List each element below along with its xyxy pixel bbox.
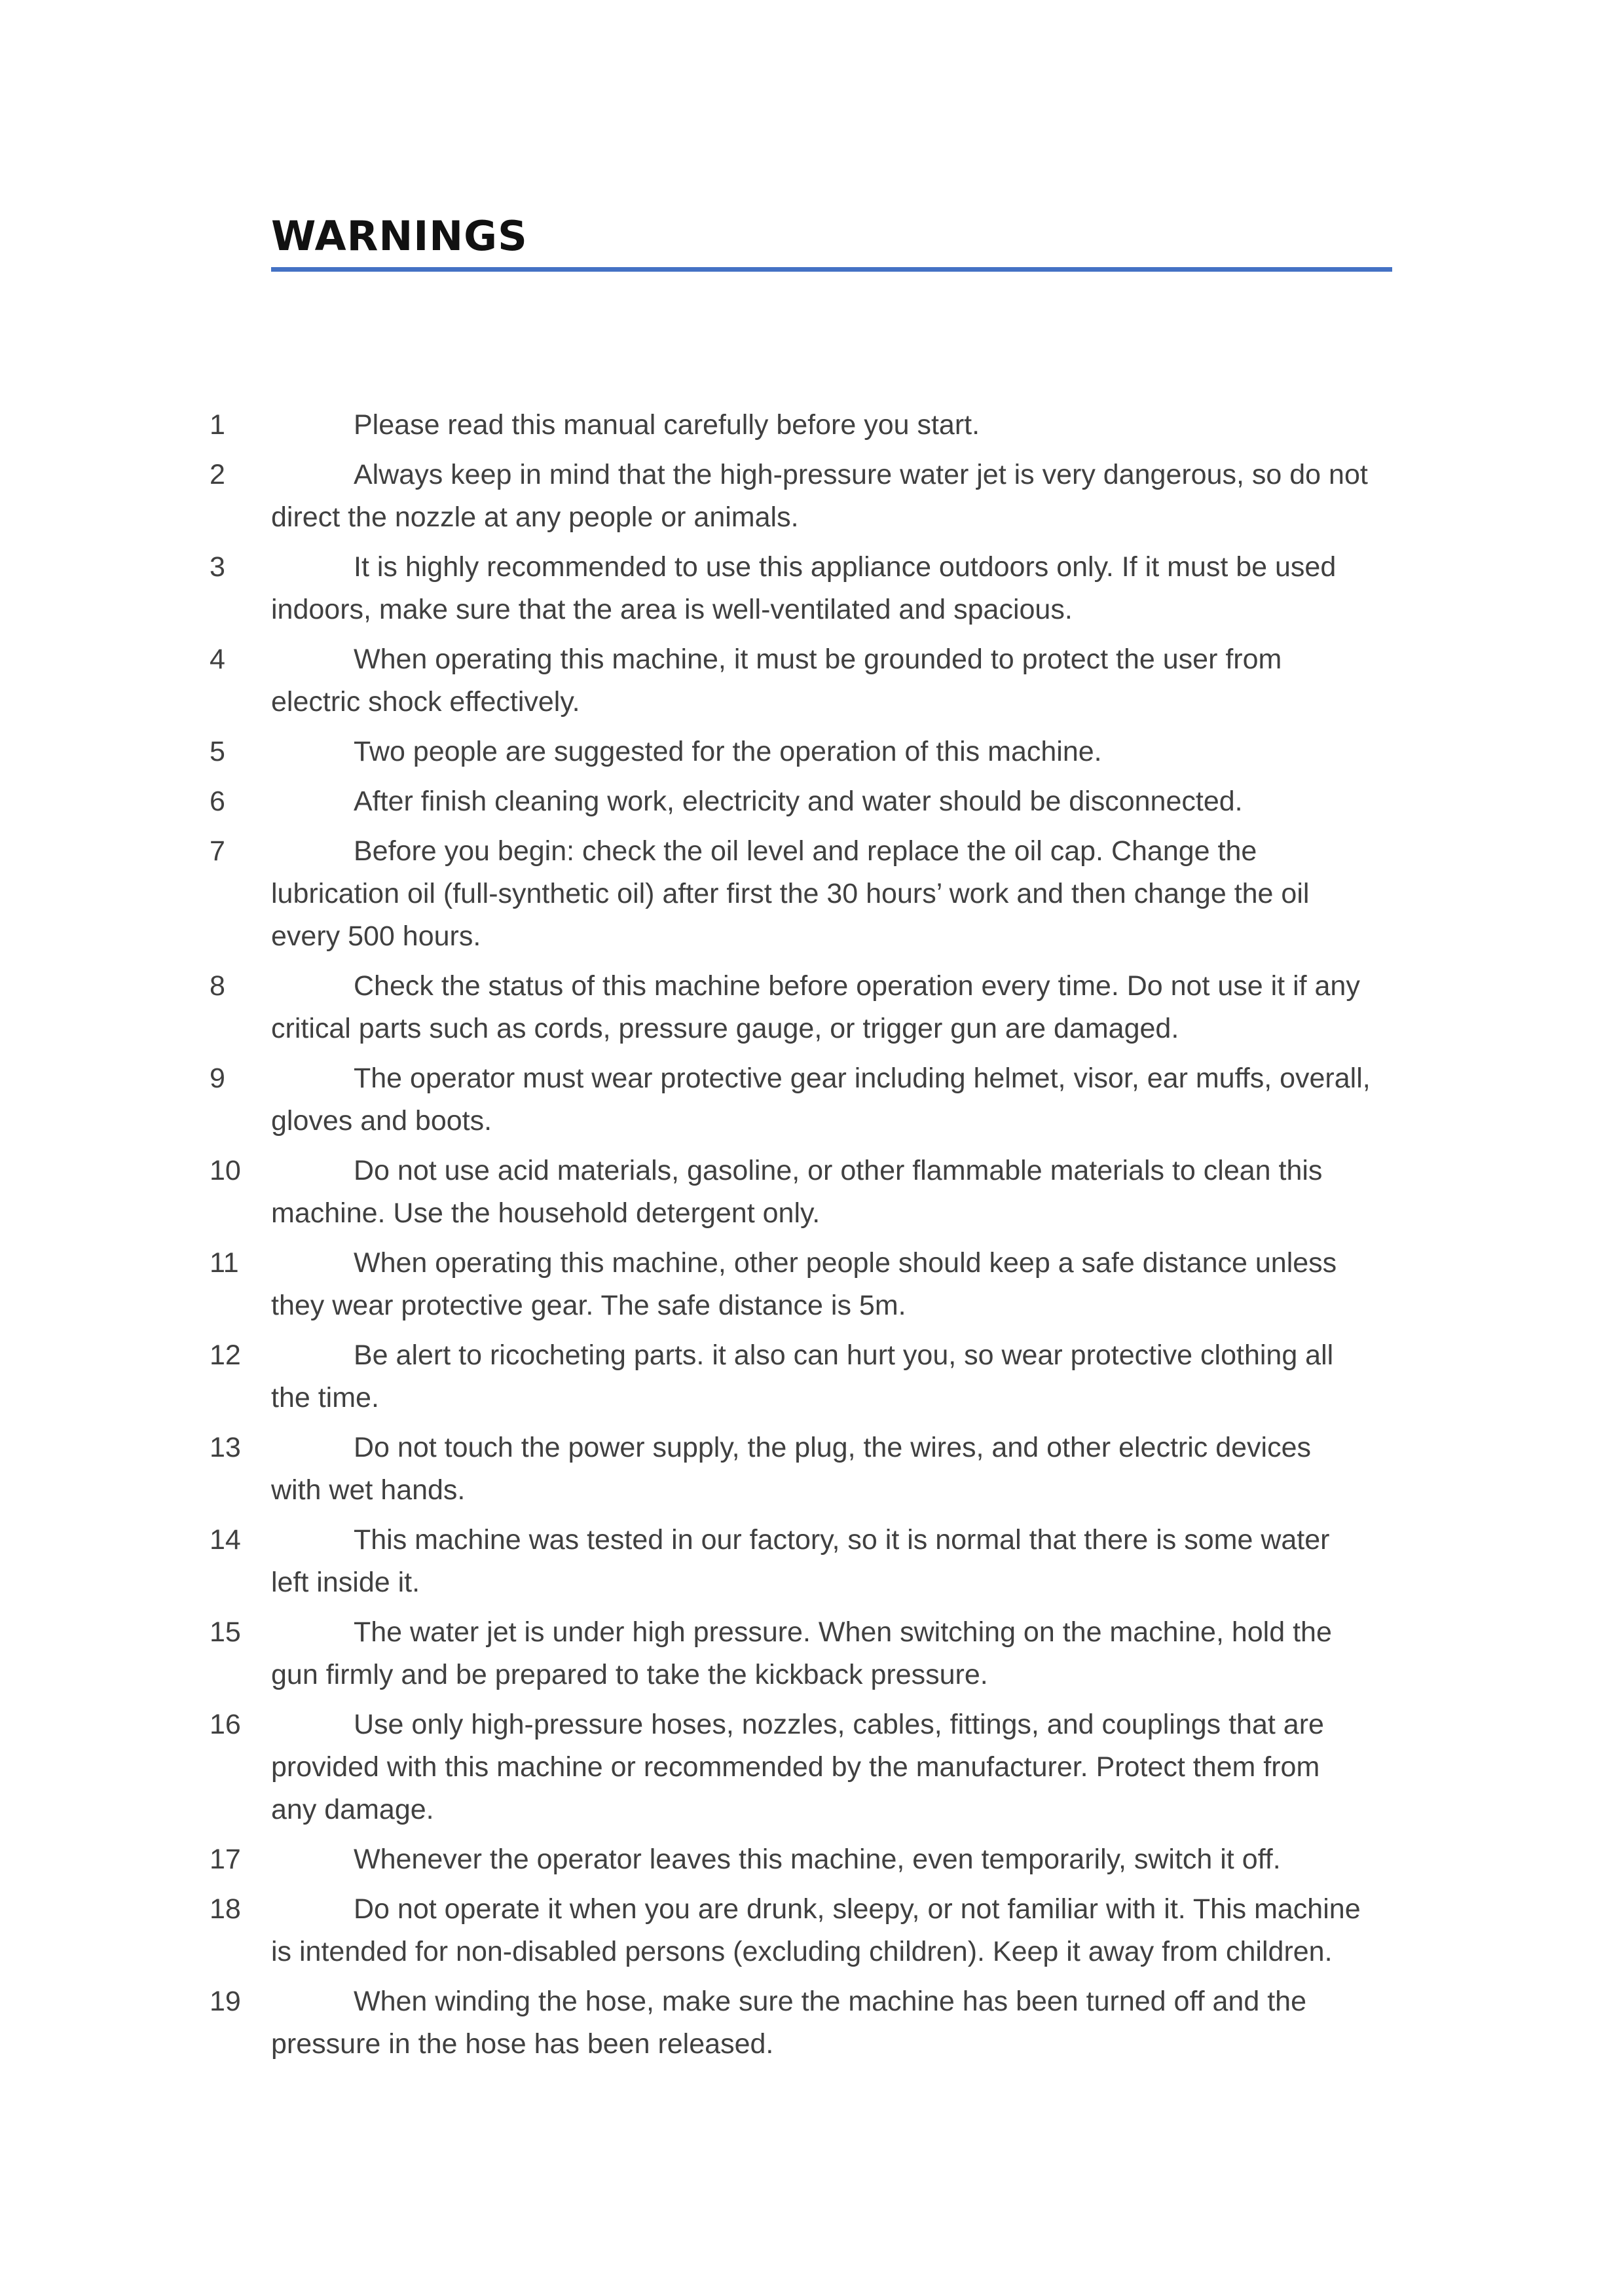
warnings-list [210, 404, 1454, 2073]
list-item-number: 9 [210, 1063, 225, 1094]
list-item [210, 546, 1454, 631]
list-item-number: 2 [210, 459, 225, 490]
list-item-number: 7 [210, 835, 225, 867]
heading-underline [271, 267, 1392, 272]
list-item-text: Use only high-pressure hoses, nozzles, cables, fittings, and couplings that are provided with this machine or recommended by the manufacturer. Protect them from any damage. [271, 1709, 1324, 1825]
page-title: WARNINGS [271, 212, 528, 260]
list-item-text: Be alert to ricocheting parts. it also can hurt you, so wear protective clothing all the time. [271, 1339, 1334, 1413]
list-item [210, 1980, 1454, 2066]
list-item-text: Whenever the operator leaves this machine, even temporarily, switch it off. [354, 1844, 1281, 1875]
list-item-text: When operating this machine, other people should keep a safe distance unless they wear protective gear. The safe distance is 5m. [271, 1247, 1337, 1321]
list-item-text: Check the status of this machine before operation every time. Do not use it if any critical parts such as cords, pressure gauge, or trigger gun are damaged. [271, 970, 1360, 1044]
list-item [210, 404, 1454, 446]
list-item-text: Do not touch the power supply, the plug, the wires, and other electric devices with wet hands. [271, 1432, 1312, 1506]
list-item-number: 17 [210, 1844, 241, 1875]
list-item [210, 1611, 1454, 1696]
list-item-number: 6 [210, 786, 225, 817]
list-item-number: 5 [210, 736, 225, 767]
heading-block [271, 212, 1392, 272]
list-item-number: 18 [210, 1893, 241, 1925]
list-item-number: 15 [210, 1616, 241, 1648]
list-item-text: Please read this manual carefully before you start. [354, 409, 980, 441]
list-item-number: 1 [210, 409, 225, 441]
list-item-text: Two people are suggested for the operation of this machine. [354, 736, 1102, 767]
list-item [210, 454, 1454, 539]
list-item [210, 1334, 1454, 1419]
list-item-number: 11 [210, 1247, 239, 1279]
list-item-text: Always keep in mind that the high-pressure water jet is very dangerous, so do not direct the nozzle at any people or animals. [271, 459, 1368, 533]
list-item-text: It is highly recommended to use this appliance outdoors only. If it must be used indoors, make sure that the area is well-ventilated and spacious. [271, 551, 1337, 625]
list-item [210, 638, 1454, 723]
list-item-number: 19 [210, 1986, 241, 2017]
list-item-text: Do not use acid materials, gasoline, or other flammable materials to clean this machine. Use the household detergent only. [271, 1155, 1323, 1229]
list-item-number: 13 [210, 1432, 241, 1463]
list-item [210, 1838, 1454, 1881]
list-item [210, 1704, 1454, 1831]
list-item [210, 1427, 1454, 1512]
list-item-text: When operating this machine, it must be grounded to protect the user from electric shock effectively. [271, 644, 1282, 718]
list-item-text: The water jet is under high pressure. When switching on the machine, hold the gun firmly and be prepared to take the kickback pressure. [271, 1616, 1332, 1690]
list-item-text: Do not operate it when you are drunk, sleepy, or not familiar with it. This machine is intended for non-disabled persons (excluding children). Keep it away from children. [271, 1893, 1361, 1967]
list-item [210, 1057, 1454, 1142]
list-item [210, 731, 1454, 773]
list-item-number: 16 [210, 1709, 241, 1740]
list-item [210, 1888, 1454, 1973]
list-item [210, 965, 1454, 1050]
list-item-text: Before you begin: check the oil level and replace the oil cap. Change the lubrication oil (full-synthetic oil) after first the 30 hours’ work and then change the oil every 500 hours. [271, 835, 1310, 952]
list-item-text: When winding the hose, make sure the machine has been turned off and the pressure in the hose has been released. [271, 1986, 1306, 2060]
list-item-text: This machine was tested in our factory, so it is normal that there is some water left inside it. [271, 1524, 1330, 1598]
list-item [210, 780, 1454, 823]
list-item [210, 1242, 1454, 1327]
list-item-number: 3 [210, 551, 225, 583]
list-item-text: After finish cleaning work, electricity and water should be disconnected. [354, 786, 1243, 817]
list-item [210, 1519, 1454, 1604]
list-item [210, 1150, 1454, 1235]
list-item-number: 10 [210, 1155, 241, 1186]
list-item-number: 4 [210, 644, 225, 675]
list-item-text: The operator must wear protective gear including helmet, visor, ear muffs, overall, gloves and boots. [271, 1063, 1371, 1137]
list-item-number: 12 [210, 1339, 241, 1371]
list-item-number: 8 [210, 970, 225, 1002]
list-item [210, 830, 1454, 958]
list-item-number: 14 [210, 1524, 241, 1556]
